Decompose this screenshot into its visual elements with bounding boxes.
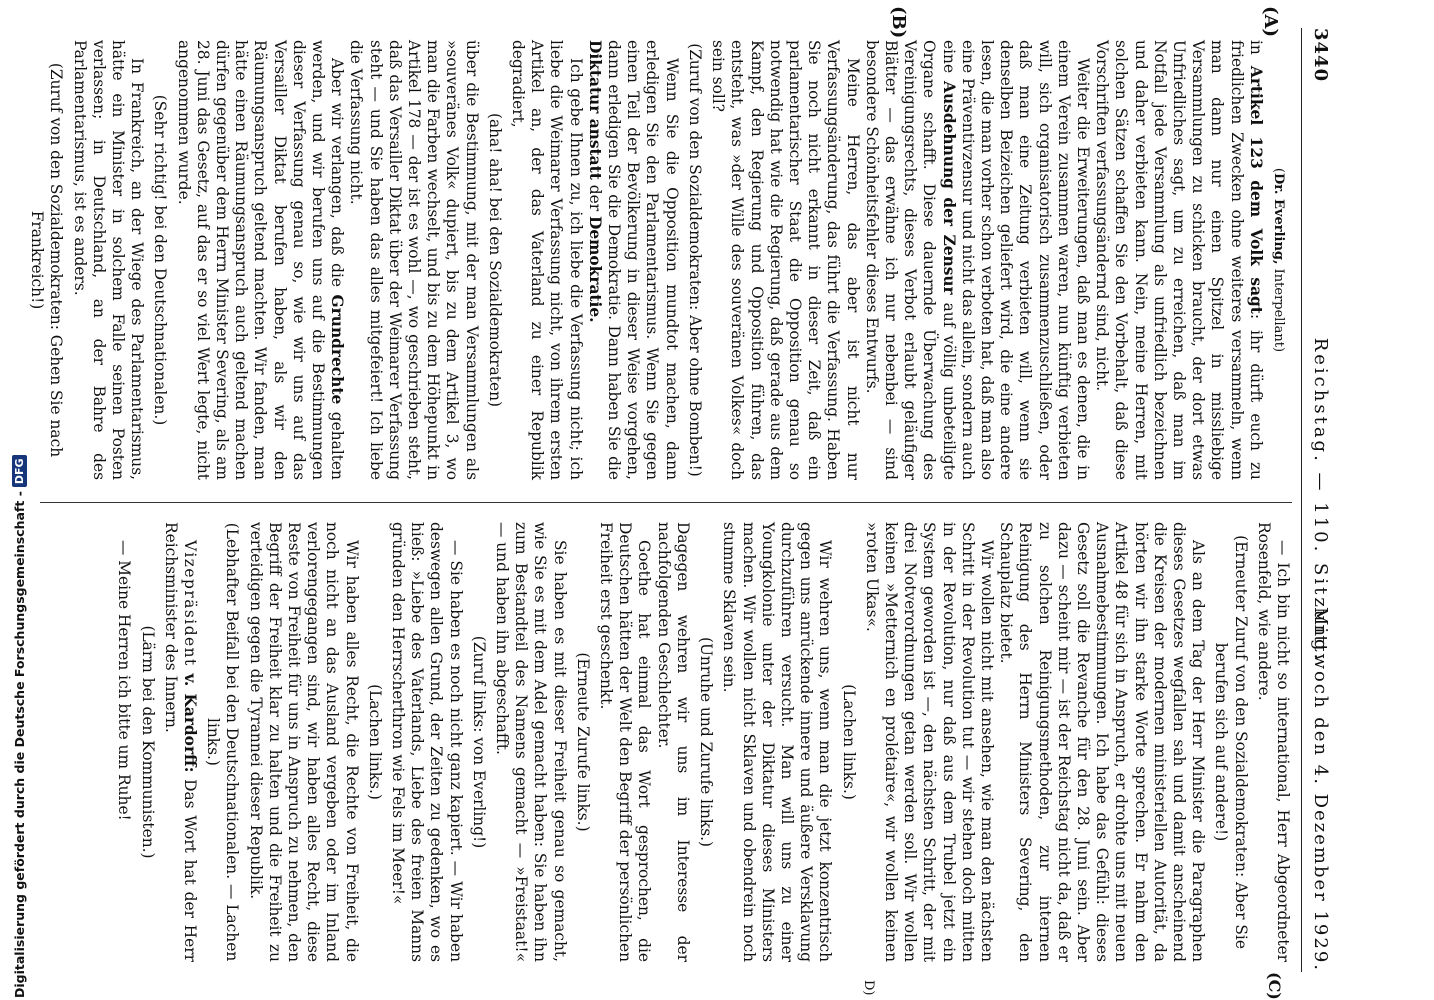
emphasis: Demokratie. <box>585 215 604 323</box>
interjection: (Zuruf von den Sozialdemokraten: Gehen Sie nach Frankreich!) <box>28 62 66 458</box>
paragraph: — Meine Herren ich bitte um Ruhe! <box>115 540 134 821</box>
paragraph: In Frankreich, an der Wiege des Parlamentarismus, hätte ein Minister in solchem Falle seinen Posten verlassen; in Deutschland, an der Bahre des Parlamentarismus, ist es anders. <box>70 40 147 480</box>
running-title: Reichstag. — 110. Sitzung. <box>1310 337 1331 663</box>
interjection: (Zuruf von den Sozialdemokraten: Aber ohne Bomben!) <box>685 43 704 477</box>
text-run: Das Wort hat der Herr Reichsminister des Innern. <box>161 522 200 962</box>
paragraph: Wir haben alles Recht, die Rechte von Freiheit, die noch nicht an das Ausland vergeben oder im Inland verlorengegangen sind, wir haben alles Recht, diese Reste von Freiheit für uns in Anspruch zu nehmen, den Begriff der Freiheit klar zu halten und die Freiheit zu verteidigen gegen die Tyrannei dieser Republik. <box>246 522 361 962</box>
margin-marker-d: D) <box>861 980 876 996</box>
paragraph: — Ich bin nicht so international, Herr Abgeordneter Rosenfeld, wie andere. <box>1254 522 1292 962</box>
paragraph <box>585 40 681 480</box>
paragraph: Wir wehren uns, wenn man die jetzt konzentrisch gegen uns anrückende innere und äußere Versklavung durchzuführen versucht. Man will uns zu einer Youngkolonie unter der Diktatur dieses Ministers machen. Wir wollen nicht Sklaven und obendrein noch stumme Sklaven sein. <box>720 522 835 962</box>
header-rule <box>1301 28 1302 972</box>
interjection: (Erneute Zurufe links.) <box>573 652 592 832</box>
paragraph: Als an dem Tag der Herr Minister die Paragraphen dieses Gesetzes wegfallen sah und damit anscheinend die Kreisen der modernen ministeriellen Autorität, da hörten wir ihn starke Worte sprechen. Er nahm den Artikel 48 für sich in Anspruch, er drohte uns mit neuen Ausnahmebestimmungen. Ich habe das Gefühl: dieses Gesetz soll die Revanche für den 28. Juni sein. Aber dazu — scheint mir — ist der Reichstag nicht da, daß er zu solchen Reinigungsmethoden, zur internen Reinigung des Herrn Ministers Severing, den Schauplatz bietet. <box>997 522 1208 962</box>
text-run: Vizepräsident <box>181 540 200 667</box>
margin-marker-b: (B) <box>888 6 909 39</box>
text-run: der <box>585 184 604 212</box>
paragraph: Wir wollen nicht mit ansehen, wie man den nächsten Schritt in der Revolution tut — wir stehen doch mitten in der Revolution, nur daß aus dem Trubel jetzt ein System geworden ist —, den nächsten Schritt, der mit drei Notverordnungen getan werden soll. Wir wollen keinen »Metternich en prolétaire«, wir wollen keinen »roten Ukas«. <box>862 522 996 962</box>
page-number: 3440 <box>1310 28 1331 83</box>
emphasis: Artikel 123 dem Volk sagt <box>1246 65 1265 314</box>
interjection: (Unruhe und Zurufe links.) <box>697 636 716 848</box>
emphasis: Grundrechte <box>328 294 347 405</box>
paragraph: über die Bestimmung, mit der man Versammlungen als »souveränes Volk« dupiert, bis zu dem Artikel 3, wo man die Farben wechselt, und bis zu dem Höhepunkt in Artikel 178 — der ist es wohl —, wo geschrieben steht, daß das Versailler Diktat über der Weimarer Verfassung steht — und Sie haben das alles mitgefeiert! Ich liebe die Verfassung nicht. <box>347 40 481 480</box>
interjection: (Lärm bei den Kommunisten.) <box>138 625 157 859</box>
speaker-name: v. Kardorff: <box>181 673 200 773</box>
digitization-credit <box>7 0 31 998</box>
paragraph: — Sie haben es noch nicht ganz kapiert. — Wir haben deswegen allen Grund, der Zeiten zu gedenken, wo es hieß: »Liebe des Vaterlands, Liebe des freien Manns gründen den Herrscherthron wie Fels im Meer!« <box>389 522 465 962</box>
interjection: (Lachen links.) <box>839 684 858 800</box>
paragraph <box>161 522 199 962</box>
speaker-role: Interpellant <box>1271 268 1286 347</box>
right-column <box>40 522 1292 962</box>
interjection: (Erneuter Zuruf von den Sozialdemokraten: Aber Sie berufen sich auf andere!) <box>1212 535 1250 949</box>
paragraph <box>1092 40 1265 480</box>
text-run: Wenn Sie die Opposition mundtot machen, dann erledigen Sie den Parlamentarismus. Wenn Sie gegen einen Teil der Bevölkerung in dieser Weise vorgehen, dann erledigen Sie die Demokratie. Dann haben Sie die <box>605 40 681 480</box>
session-date: Mittwoch den 4. Dezember 1929. <box>1310 607 1331 972</box>
credit-text: Digitalisierung gefördert durch die Deutsche Forschungsgemeinschaft - <box>11 491 27 998</box>
paragraph: Sie haben es mit dieser Freiheit genau so gemacht, wie Sie es mit dem Adel gemacht haben: Sie haben ihn zum Bestandteil des Namens gemacht — »Freistaat!« — und haben ihn abgeschafft. <box>493 522 569 962</box>
emphasis: Diktatur anstatt <box>585 40 604 180</box>
paragraph <box>173 40 346 480</box>
column-divider <box>40 502 1292 503</box>
interjection: (Lachen links.) <box>365 684 384 800</box>
text-run: Weiter die Erweiterungen, daß man es denen, die in einem Verein zusammen waren, nun künftig verbieten will, sich organisatorisch zusammenzuschließen, oder daß man eine Zeitung verbieten will, wenn sie denselben Beizeichen geliefert wird, die eine andere lesen, die man vorher schon verboten hat, daß man also eine Präventivzensur und nicht das allein, sondern auch eine <box>939 40 1092 480</box>
page-header <box>1306 28 1332 972</box>
interjection: (Zuruf links: von Everling!) <box>469 635 488 849</box>
speaker-heading: (Dr. Everling, Interpellant) <box>1271 167 1286 353</box>
text-run: auf völlig unbeteiligte Organe schafft. Diese dauernde Überwachung des Vereinigungsrechts, dieses Verbot erlaubt geläufiger Blätter — das erwähne ich nur nebenbei — sind besondere Schönheitsfehler dieses Entwurfs. <box>862 40 958 480</box>
margin-marker-c: (C) <box>1265 972 1284 1000</box>
margin-marker-a: (A) <box>1260 6 1281 37</box>
interjection: (Sehr richtig! bei den Deutschnationalen.) <box>151 94 170 426</box>
text-run: Aber wir verlangen, daß die <box>328 58 347 288</box>
paragraph: Goethe hat einmal das Wort gesprochen, die Deutschen hätten der Welt den Begriff der persönlichen Freiheit erst geschenkt. <box>597 522 654 962</box>
interjection: (aha! aha! bei den Sozialdemokraten) <box>485 112 504 408</box>
dfg-logo: DFG <box>12 455 27 487</box>
paragraph: Dagegen wehren wir uns im Interesse der nachfolgenden Geschlechter. <box>654 522 692 962</box>
paragraph <box>862 40 1092 480</box>
left-column <box>28 40 1292 480</box>
text-run: : ihr dürft euch zu friedlichen Zwecken ohne weiteres versammeln, wenn man dann nur einen Spitzel in missliebige Versammlungen zu schicken braucht, der dort etwas Unfriedliches sagt, um zu erreichen, daß man im Notfall jede Versammlung als unfriedlich bezeichnen und daher verbieten kann. Nein, meine Herren, mit solchen Sätzen schaffen Sie den Vorbehalt, daß diese Vorschriften verfassungsändernd sind, nicht. <box>1093 40 1265 480</box>
emphasis: Ausdehnung der Zensur <box>939 81 958 295</box>
text-run: gehalten werden, und wir berufen uns auf die Bestimmungen dieser Verfassung genau so, wie wir uns auf das Versailler Diktat berufen haben, als wir den Räumungsanspruch geltend machten. Wir fanden, man hätte einen Räumungsanspruch auch geltend machen dürfen gegenüber dem Herrn Minister Severing, als am 28. Juni das Gesetz, auf das er so viel Wert legte, nicht angenommen wurde. <box>174 40 347 480</box>
text-run: in <box>1246 40 1265 55</box>
interjection: (Lebhafter Beifall bei den Deutschnationalen. — Lachen links.) <box>204 522 242 962</box>
document-page <box>20 0 1340 1000</box>
paragraph: Meine Herren, das aber ist nicht nur Verfassungsänderung, das führt die Verfassung. Haben Sie noch nicht erkannt in dieser Zeit, daß ein parlamentarischer Staat die Opposition genau so notwendig hat wie die Regierung, daß gerade aus dem Kampf, den Regierung und Opposition führen, das entsteht, was »der Wille des souveränen Volkes« doch sein soll? <box>709 40 862 480</box>
paragraph: Ich gebe Ihnen zu, ich liebe die Verfassung nicht; ich liebe die Weimarer Verfassung nicht, von ihrem ersten Artikel an, der das Vaterland zu einer Republik degradiert, <box>509 40 585 480</box>
speaker-name: Dr. Everling, <box>1271 173 1286 265</box>
